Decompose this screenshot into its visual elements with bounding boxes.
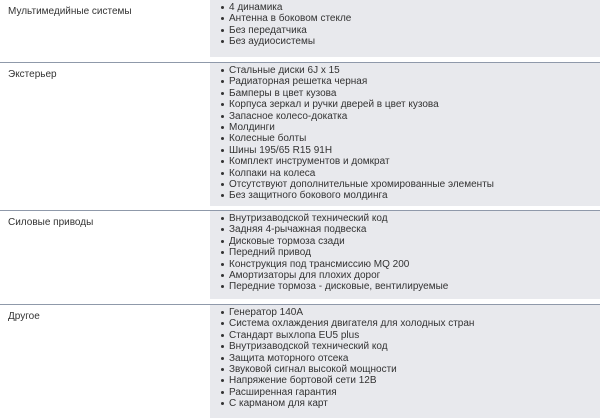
list-item: Колпаки на колеса bbox=[221, 168, 600, 179]
section-items-box bbox=[210, 63, 600, 206]
section-exterior bbox=[0, 62, 600, 206]
list-item: 4 динамика bbox=[221, 2, 600, 13]
list-item: Запасное колесо-докатка bbox=[221, 111, 600, 122]
list-item: Амортизаторы для плохих дорог bbox=[221, 270, 600, 281]
section-other bbox=[0, 304, 600, 418]
list-item: Стальные диски 6J x 15 bbox=[221, 65, 600, 76]
list-item: Комплект инструментов и домкрат bbox=[221, 156, 600, 167]
section-label: Силовые приводы bbox=[8, 217, 94, 228]
list-item: Передний привод bbox=[221, 247, 600, 258]
item-list bbox=[210, 305, 600, 410]
list-item: Напряжение бортовой сети 12В bbox=[221, 375, 600, 386]
list-item: Внутризаводской технический код bbox=[221, 213, 600, 224]
list-item: Без аудиосистемы bbox=[221, 36, 600, 47]
list-item: Звуковой сигнал высокой мощности bbox=[221, 364, 600, 375]
item-list bbox=[210, 63, 600, 202]
list-item: Защита моторного отсека bbox=[221, 353, 600, 364]
list-item: Дисковые тормоза сзади bbox=[221, 236, 600, 247]
list-item: Колесные болты bbox=[221, 133, 600, 144]
list-item: Стандарт выхлопа EU5 plus bbox=[221, 330, 600, 341]
list-item: Антенна в боковом стекле bbox=[221, 13, 600, 24]
item-list bbox=[210, 0, 600, 48]
list-item: Бамперы в цвет кузова bbox=[221, 88, 600, 99]
list-item: Конструкция под трансмиссию MQ 200 bbox=[221, 259, 600, 270]
list-item: Молдинги bbox=[221, 122, 600, 133]
list-item: Расширенная гарантия bbox=[221, 387, 600, 398]
section-items-box bbox=[210, 211, 600, 299]
section-label: Другое bbox=[8, 311, 40, 322]
list-item: Без защитного бокового молдинга bbox=[221, 190, 600, 201]
list-item: Система охлаждения двигателя для холодных стран bbox=[221, 318, 600, 329]
list-item: Внутризаводской технический код bbox=[221, 341, 600, 352]
section-powertrain bbox=[0, 210, 600, 299]
list-item: Задняя 4-рычажная подвеска bbox=[221, 224, 600, 235]
section-items-box bbox=[210, 0, 600, 57]
list-item: Радиаторная решетка черная bbox=[221, 76, 600, 87]
section-multimedia bbox=[0, 0, 600, 57]
section-label: Мультимедийные системы bbox=[8, 6, 132, 17]
list-item: Генератор 140A bbox=[221, 307, 600, 318]
section-label: Экстерьер bbox=[8, 69, 57, 80]
list-item: Отсутствуют дополнительные хромированные элементы bbox=[221, 179, 600, 190]
section-items-box bbox=[210, 305, 600, 418]
list-item: Корпуса зеркал и ручки дверей в цвет кузова bbox=[221, 99, 600, 110]
list-item: Без передатчика bbox=[221, 25, 600, 36]
list-item: Передние тормоза - дисковые, вентилируемые bbox=[221, 281, 600, 292]
item-list bbox=[210, 211, 600, 293]
list-item: С карманом для карт bbox=[221, 398, 600, 409]
list-item: Шины 195/65 R15 91H bbox=[221, 145, 600, 156]
